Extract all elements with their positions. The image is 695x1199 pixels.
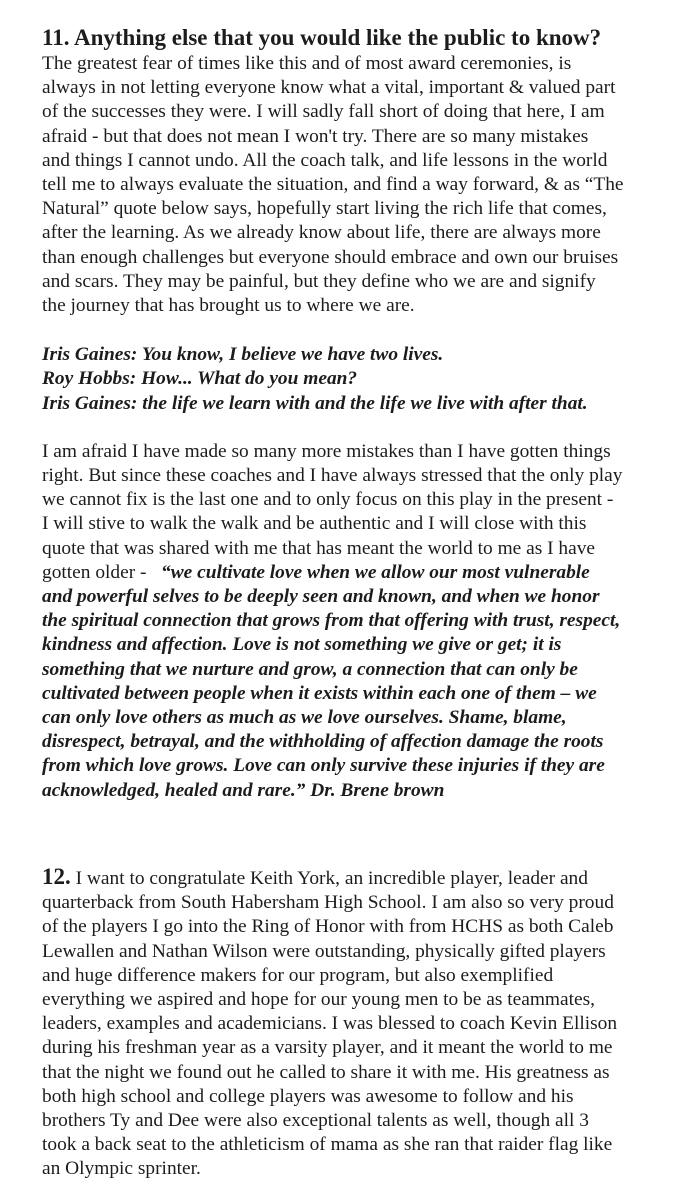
section-spacer [42, 803, 675, 865]
section-12-line: took a back seat to the athleticism of mama as she ran that raider flag like [42, 1134, 613, 1156]
closing-line: quote that was shared with me that has meant the world to me as I have [42, 537, 596, 559]
section-12-line: of the players I go into the Ring of Honor with from HCHS as both Caleb [42, 916, 614, 938]
section-12-first-text: I want to congratulate Keith York, an incredible player, leader and [70, 867, 588, 889]
paragraph-line: tell me to always evaluate the situation, and find a way forward, & as “The [42, 174, 624, 196]
paragraph-line: of the successes they were. I will sadly fall short of doing that here, I am [42, 101, 605, 123]
quote-line: cultivated between people when it exists within each one of them – we [42, 682, 597, 704]
dialogue-line: Iris Gaines: the life we learn with and the life we live with after that. [42, 392, 588, 414]
closing-line: right. But since these coaches and I have always stressed that the only play [42, 465, 623, 487]
dialogue-line: Iris Gaines: You know, I believe we have two lives. [42, 344, 444, 366]
section-12-line: quarterback from South Habersham High School. I am also so very proud [42, 892, 614, 914]
section-12-line: and huge difference makers for our program, but also exemplified [42, 964, 554, 986]
section-12-line: brothers Ty and Dee were also exceptional talents as well, though all 3 [42, 1109, 589, 1131]
paragraph-line: Natural” quote below says, hopefully start living the rich life that comes, [42, 198, 607, 220]
paragraph-line: always in not letting everyone know what a vital, important & valued part [42, 77, 616, 99]
section-12-number: 12. [42, 863, 71, 889]
quote-line: something that we nurture and grow, a connection that can only be [42, 658, 578, 680]
closing-line: I will stive to walk the walk and be authentic and I will close with this [42, 513, 587, 535]
section-12-line: that the night we found out he called to share it with me. His greatness as [42, 1061, 610, 1083]
spacer [42, 416, 675, 440]
quote-line: from which love grows. Love can only survive these injuries if they are [42, 755, 605, 777]
quote-line: kindness and affection. Love is not something we give or get; it is [42, 634, 562, 656]
section-12-line: leaders, examples and academicians. I was blessed to coach Kevin Ellison [42, 1013, 618, 1035]
section-11-paragraph [42, 52, 675, 318]
section-12-line: both high school and college players was awesome to follow and his [42, 1085, 574, 1107]
quote-line: and powerful selves to be deeply seen and known, and when we honor [42, 586, 600, 608]
section-12-first-line [42, 865, 675, 891]
quote-line: the spiritual connection that grows from that offering with trust, respect, [42, 610, 621, 632]
quote-line: acknowledged, healed and rare.” Dr. Brene brown [42, 779, 445, 801]
closing-line-plain: gotten older - [42, 561, 162, 583]
paragraph-line: and things I cannot undo. All the coach talk, and life lessons in the world [42, 149, 608, 171]
movie-dialogue [42, 343, 675, 416]
section-11-heading: 11. Anything else that you would like the public to know? [42, 25, 602, 50]
closing-paragraph [42, 440, 675, 803]
closing-line-with-quote-start [42, 561, 675, 585]
paragraph-line: and scars. They may be painful, but they define who we are and signify [42, 270, 596, 292]
paragraph-line: than enough challenges but everyone should embrace and own our bruises [42, 246, 619, 268]
quote-line: can only love others as much as we love ourselves. Shame, blame, [42, 707, 567, 729]
section-12-paragraph [42, 865, 675, 1182]
section-12-line: during his freshman year as a varsity player, and it meant the world to me [42, 1037, 613, 1059]
paragraph-line: after the learning. As we already know about life, there are always more [42, 222, 601, 244]
closing-line: we cannot fix is the last one and to only focus on this play in the present - [42, 489, 614, 511]
section-12-line: an Olympic sprinter. [42, 1158, 201, 1180]
section-12-line: Lewallen and Nathan Wilson were outstanding, physically gifted players [42, 940, 606, 962]
section-12-line: everything we aspired and hope for our young men to be as teammates, [42, 988, 596, 1010]
paragraph-line: The greatest fear of times like this and of most award ceremonies, is [42, 53, 572, 74]
brene-brown-quote-start: “we cultivate love when we allow our most vulnerable [161, 561, 590, 583]
quote-line: disrespect, betrayal, and the withholding of affection damage the roots [42, 731, 604, 753]
paragraph-line: afraid - but that does not mean I won't try. There are so many mistakes [42, 125, 589, 147]
dialogue-line: Roy Hobbs: How... What do you mean? [42, 368, 358, 390]
closing-line: I am afraid I have made so many more mistakes than I have gotten things [42, 440, 611, 462]
paragraph-line: the journey that has brought us to where we are. [42, 295, 415, 317]
